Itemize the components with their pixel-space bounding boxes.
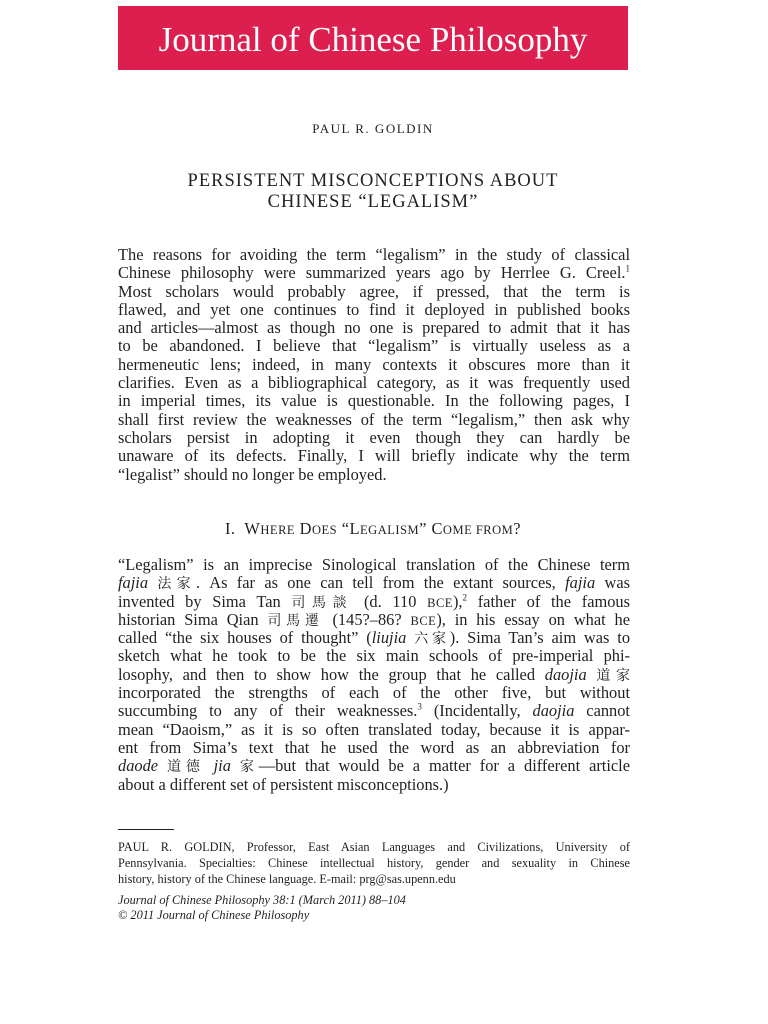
footnote-line: history, history of the Chinese language. E-mail: prg@sas.upenn.edu — [118, 872, 456, 886]
text-line: “Legalism” is an imprecise Sinological translation of the Chinese term — [118, 555, 630, 574]
text-line: losophy, and then to show how the group that he called daojia 道家 — [118, 664, 630, 684]
footnote-mark[interactable]: 1 — [625, 263, 630, 274]
text-line: about a different set of persistent misconceptions.) — [118, 774, 449, 794]
text-line: flawed, and yet one continues to find it deployed in published books — [118, 299, 630, 319]
article-title — [118, 171, 628, 213]
text-line: succumbing to any of their weaknesses.$^3$ (Incidentally, daojia cannot — [118, 701, 630, 721]
text-line: mean “Daoism,” as it is so often translated today, because it is appar- — [118, 719, 630, 739]
footnote-divider — [118, 829, 174, 830]
intro-paragraph — [118, 246, 630, 484]
footnote-mark[interactable]: 2 — [462, 592, 467, 603]
text-line: clarifies. Even as a bibliographical category, as it was frequently used — [118, 373, 630, 393]
author-name: PAUL R. GOLDIN — [312, 121, 434, 136]
text-line: shall first review the weaknesses of the term “legalism,” then ask why — [118, 409, 630, 429]
text-line: scholars persist in adopting it even though they can hardly be — [118, 427, 630, 447]
footnote-line: Pennsylvania. Specialties: Chinese intellectual history, gender and sexuality in Chinese — [118, 856, 630, 870]
text-line: called “the six houses of thought” (liujia 六家). Sima Tan’s aim was to — [118, 628, 631, 648]
text-line: “legalist” should no longer be employed. — [118, 464, 387, 484]
copyright-line: © 2011 Journal of Chinese Philosophy — [118, 907, 310, 922]
text-line: The reasons for avoiding the term “legalism” in the study of classical — [118, 245, 630, 264]
footnote-line: PAUL R. GOLDIN, Professor, East Asian Languages and Civilizations, University of — [118, 840, 630, 854]
text-line: invented by Sima Tan 司馬談 (d. 110 BCE),$^2$ father of the famous — [118, 591, 630, 611]
journal-banner — [118, 6, 628, 70]
text-line: hermeneutic lens; indeed, in many contexts it obscures more than it — [118, 354, 630, 374]
text-line: fajia 法家. As far as one can tell from the extant sources, fajia was — [118, 573, 630, 593]
author-footnote — [118, 839, 630, 887]
citation-line: Journal of Chinese Philosophy 38:1 (March 2011) 88–104 — [118, 893, 406, 907]
journal-name: Journal of Chinese Philosophy — [158, 20, 588, 59]
text-line: ent from Sima’s text that he used the word as an abbreviation for — [118, 737, 630, 757]
text-line: to be abandoned. I believe that “legalism” is virtually useless as a — [118, 336, 630, 356]
text-line: and articles—almost as though no one is prepared to admit that it has — [118, 318, 630, 338]
article-title-line: CHINESE “LEGALISM” — [267, 192, 479, 212]
text-line: daode 道德 jia 家—but that would be a matter for a different article — [118, 756, 631, 776]
text-line: Chinese philosophy were summarized years ago by Herrlee G. Creel.$^1$ — [118, 263, 630, 283]
text-line: sketch what he took to be the six main schools of pre-imperial phi- — [118, 646, 630, 666]
section-heading: I. WHERE DOES “LEGALISM” COME FROM? — [224, 519, 522, 538]
article-title-line: PERSISTENT MISCONCEPTIONS ABOUT — [187, 171, 559, 191]
text-line: historian Sima Qian 司馬遷 (145?–86? BCE), in his essay on what he — [118, 609, 630, 629]
footnote-mark[interactable]: 3 — [417, 701, 422, 712]
citation-block — [118, 893, 630, 922]
text-line: unaware of its defects. Finally, I will briefly indicate why the term — [118, 446, 630, 466]
text-line: in imperial times, its value is questionable. In the following pages, I — [118, 391, 630, 411]
text-line: Most scholars would probably agree, if pressed, that the term is — [118, 281, 630, 301]
text-line: incorporated the strengths of each of the other five, but without — [118, 683, 630, 703]
section-paragraph — [118, 556, 630, 794]
